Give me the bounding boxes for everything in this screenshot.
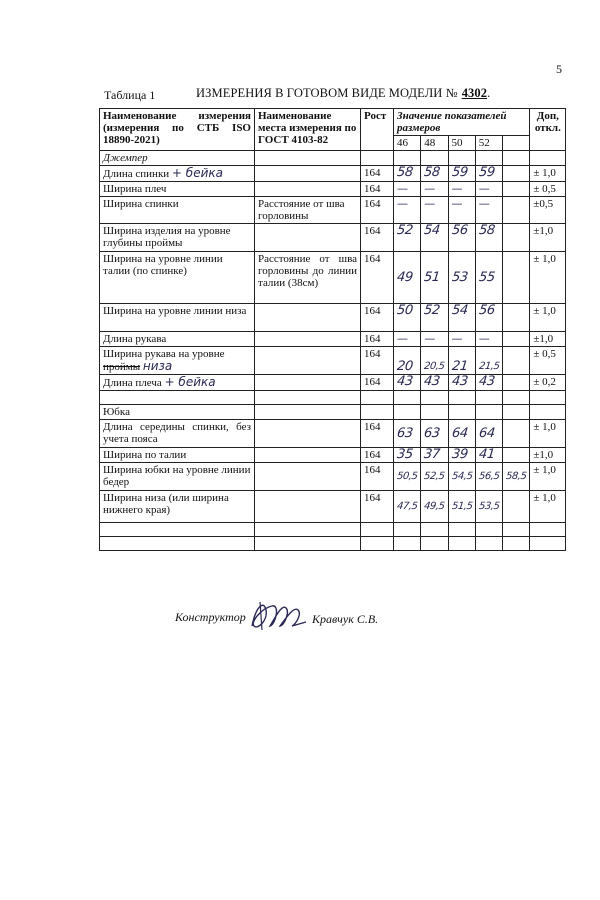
row-height: 164 [361, 224, 394, 252]
row-tolerance: ± 0,5 [530, 347, 566, 375]
value-52: 56,5 [478, 471, 500, 482]
value-50: 54 [450, 303, 468, 318]
value-50: 21 [450, 359, 468, 374]
value-46: — [397, 332, 408, 345]
value-50: 39 [450, 447, 468, 462]
empty-row [100, 391, 566, 405]
value-48: 63 [423, 425, 441, 441]
row-height: 164 [361, 197, 394, 224]
value-48: 20,5 [423, 361, 446, 372]
header-tolerance: Доп, откл. [530, 109, 566, 151]
value-48: — [424, 332, 436, 345]
value-46: 20 [396, 359, 414, 374]
signature-role: Конструктор [175, 610, 246, 624]
value-48: 52 [423, 303, 441, 318]
table-row [100, 332, 566, 347]
row-name: Длина середины спинки, без учета пояса [100, 420, 255, 448]
value-52: 59 [478, 165, 496, 180]
value-52: 64 [478, 425, 496, 441]
row-height: 164 [361, 491, 394, 523]
value-46: — [397, 197, 408, 210]
value-48: 58 [423, 165, 441, 180]
row-place: Расстояние от шва горловины до линии талии (38см) [255, 252, 361, 304]
title-prefix: ИЗМЕРЕНИЯ В ГОТОВОМ ВИДЕ МОДЕЛИ № [196, 86, 458, 100]
row-name: Длина спинки + бейка [100, 166, 255, 182]
value-48: 37 [423, 447, 441, 462]
row-name: Ширина изделия на уровне глубины проймы [100, 224, 255, 252]
row-name: Ширина по талии [100, 448, 255, 463]
row-name: Длина рукава [100, 332, 255, 347]
title-suffix: . [487, 86, 491, 100]
measurements-table [99, 108, 566, 551]
header-measure-name: Наименование измерения (измерения по СТБ ISO 18890-2021) [100, 109, 255, 151]
row-height: 164 [361, 182, 394, 197]
empty-row [100, 537, 566, 551]
value-52: 43 [478, 374, 496, 389]
value-46: 35 [396, 447, 414, 462]
value-52: 58 [478, 223, 496, 238]
value-52: — [478, 182, 490, 195]
value-48: — [424, 182, 436, 195]
header-measure-place: Наименование места измерения по ГОСТ 4103-82 [255, 109, 361, 151]
row-tolerance: ±1,0 [530, 224, 566, 252]
size-46: 46 [394, 136, 421, 151]
value-50: 59 [450, 165, 468, 180]
value-50: 64 [450, 425, 468, 441]
row-height: 164 [361, 420, 394, 448]
value-52: 41 [478, 447, 496, 462]
handwritten-note: низа [142, 359, 173, 373]
table-row [100, 463, 566, 491]
table-row [100, 448, 566, 463]
value-extra: 58,5 [505, 471, 527, 482]
handwritten-note: + бейка [164, 375, 216, 389]
header-height: Рост [361, 109, 394, 151]
size-extra [503, 136, 530, 151]
row-height: 164 [361, 304, 394, 332]
table-row [100, 166, 566, 182]
value-46: 47,5 [396, 501, 418, 512]
row-tolerance: ± 1,0 [530, 463, 566, 491]
row-tolerance: ± 1,0 [530, 420, 566, 448]
table-row [100, 491, 566, 523]
struck-text: проймы [103, 361, 141, 373]
value-48: 51 [423, 269, 441, 285]
size-48: 48 [421, 136, 448, 151]
row-name: Длина плеча + бейка [100, 375, 255, 391]
value-46: 52 [396, 223, 414, 238]
value-46: 49 [396, 269, 414, 285]
value-48: 52,5 [423, 471, 446, 482]
value-46: 43 [396, 374, 414, 389]
row-tolerance: ± 1,0 [530, 491, 566, 523]
row-tolerance: ±1,0 [530, 448, 566, 463]
row-tolerance: ± 1,0 [530, 166, 566, 182]
page-number: 5 [556, 62, 562, 76]
table-row [100, 304, 566, 332]
value-50: 53 [450, 269, 468, 285]
value-48: 43 [423, 374, 441, 389]
model-number: 4302 [461, 86, 488, 100]
table-row [100, 347, 566, 375]
row-name: Ширина на уровне линии талии (по спинке) [100, 252, 255, 304]
row-name: Ширина юбки на уровне линии бедер [100, 463, 255, 491]
value-50: — [451, 182, 463, 195]
table-row [100, 197, 566, 224]
value-52: 21,5 [478, 361, 500, 372]
row-tolerance: ± 1,0 [530, 252, 566, 304]
row-tolerance: ±0,5 [530, 197, 566, 224]
header-row [100, 109, 566, 136]
row-name: Ширина низа (или ширина нижнего края) [100, 491, 255, 523]
row-tolerance: ± 1,0 [530, 304, 566, 332]
section-row [100, 151, 566, 166]
section-row [100, 405, 566, 420]
value-46: — [397, 182, 408, 195]
row-height: 164 [361, 347, 394, 375]
table-row [100, 252, 566, 304]
row-height: 164 [361, 252, 394, 304]
value-50: 56 [450, 223, 468, 238]
value-48: — [424, 197, 436, 210]
row-name: Ширина на уровне линии низа [100, 304, 255, 332]
row-name: Ширина спинки [100, 197, 255, 224]
value-48: 54 [423, 223, 441, 238]
row-height: 164 [361, 463, 394, 491]
value-46: 63 [396, 425, 414, 441]
row-height: 164 [361, 332, 394, 347]
row-name: Ширина рукава на уровне проймы низа [100, 347, 255, 375]
value-52: 53,5 [478, 501, 500, 512]
value-52: 56 [478, 303, 496, 318]
row-tolerance: ±1,0 [530, 332, 566, 347]
value-46: 58 [396, 165, 414, 180]
value-50: — [451, 332, 463, 345]
value-46: 50,5 [396, 471, 418, 482]
row-place: Расстояние от шва горловины [255, 197, 361, 224]
row-tolerance: ± 0,5 [530, 182, 566, 197]
size-52: 52 [475, 136, 502, 151]
row-tolerance: ± 0,2 [530, 375, 566, 391]
handwritten-note: + бейка [171, 166, 223, 180]
row-height: 164 [361, 448, 394, 463]
table-row [100, 375, 566, 391]
signature-image [246, 596, 310, 636]
value-50: 54,5 [451, 471, 473, 482]
value-50: 43 [450, 374, 468, 389]
value-50: 51,5 [451, 501, 473, 512]
value-46: 50 [396, 303, 414, 318]
section-jumper: Джемпер [100, 151, 255, 166]
table-row [100, 420, 566, 448]
value-52: — [478, 332, 490, 345]
header-values: Значение показателей размеров [394, 109, 530, 136]
value-50: — [451, 197, 463, 210]
size-50: 50 [448, 136, 475, 151]
table-row [100, 224, 566, 252]
page-title [196, 86, 490, 101]
row-height: 164 [361, 166, 394, 182]
signature-name: Кравчук С.В. [312, 612, 379, 626]
value-52: — [478, 197, 490, 210]
row-height: 164 [361, 375, 394, 391]
table-label: Таблица 1 [104, 88, 156, 102]
empty-row [100, 523, 566, 537]
value-48: 49,5 [423, 501, 446, 512]
section-skirt: Юбка [100, 405, 255, 420]
table-row [100, 182, 566, 197]
value-52: 55 [478, 269, 496, 285]
row-name: Ширина плеч [100, 182, 255, 197]
